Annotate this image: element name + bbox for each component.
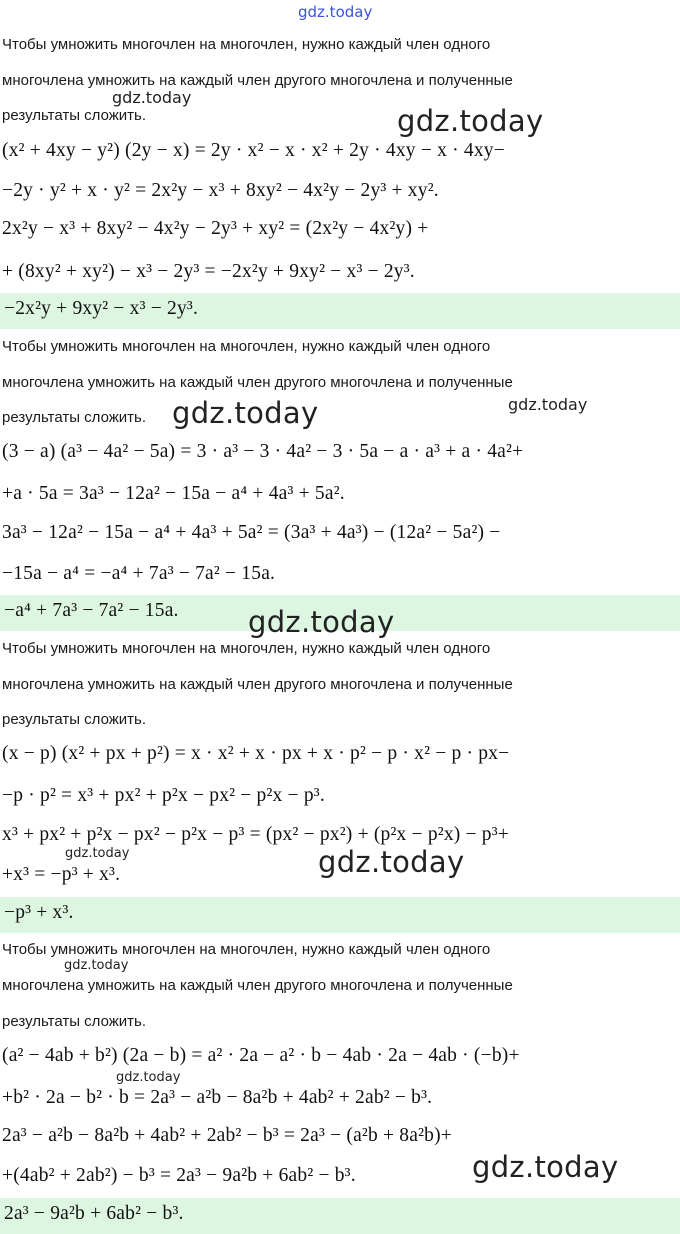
task-1-step-4: + (8xy² + xy²) − x³ − 2y³ = −2x²y + 9xy² − x³ − 2y³. bbox=[2, 261, 415, 282]
rule-line-2: многочлена умножить на каждый член другого многочлена и полученные bbox=[2, 977, 513, 994]
watermark: gdz.today bbox=[172, 396, 319, 430]
watermark: gdz.today bbox=[64, 958, 129, 973]
task-4-step-2: +b² · 2a − b² · b = 2a³ − a²b − 8a²b + 4ab² + 2ab² − b³. bbox=[2, 1087, 433, 1108]
task-4-answer-box bbox=[0, 1198, 680, 1234]
task-4-step-1: (a² − 4ab + b²) (2a − b) = a² · 2a − a² · b − 4ab · 2a − 4ab · (−b)+ bbox=[2, 1045, 520, 1066]
rule-line-2: многочлена умножить на каждый член другого многочлена и полученные bbox=[2, 72, 513, 89]
task-3-answer-box bbox=[0, 897, 680, 933]
watermark: gdz.today bbox=[65, 846, 130, 861]
watermark: gdz.today bbox=[508, 395, 588, 414]
task-3-step-1: (x − p) (x² + px + p²) = x · x² + x · px + x · p² − p · x² − p · px− bbox=[2, 743, 510, 764]
task-4-answer: 2a³ − 9a²b + 6ab² − b³. bbox=[4, 1203, 184, 1224]
task-4-step-4: +(4ab² + 2ab²) − b³ = 2a³ − 9a²b + 6ab² − b³. bbox=[2, 1165, 356, 1186]
watermark: gdz.today bbox=[397, 104, 544, 138]
task-2-step-4: −15a − a⁴ = −a⁴ + 7a³ − 7a² − 15a. bbox=[2, 563, 276, 584]
watermark: gdz.today bbox=[112, 88, 192, 107]
rule-line-3: результаты сложить. bbox=[2, 1013, 147, 1030]
rule-line-1: Чтобы умножить многочлен на многочлен, нужно каждый член одного bbox=[2, 338, 491, 355]
watermark-top: gdz.today bbox=[298, 3, 373, 21]
task-2-step-3: 3a³ − 12a² − 15a − a⁴ + 4a³ + 5a² = (3a³ + 4a³) − (12a² − 5a²) − bbox=[2, 522, 501, 543]
watermark: gdz.today bbox=[318, 845, 465, 879]
task-3-answer: −p³ + x³. bbox=[4, 902, 74, 923]
task-4-step-3: 2a³ − a²b − 8a²b + 4ab² + 2ab² − b³ = 2a³ − (a²b + 8a²b)+ bbox=[2, 1125, 452, 1146]
watermark: gdz.today bbox=[116, 1070, 181, 1085]
task-1-step-1: (x² + 4xy − y²) (2y − x) = 2y · x² − x · x² + 2y · 4xy − x · 4xy− bbox=[2, 140, 505, 161]
task-3-step-2: −p · p² = x³ + px² + p²x − px² − p²x − p³. bbox=[2, 785, 325, 806]
task-2-step-2: +a · 5a = 3a³ − 12a² − 15a − a⁴ + 4a³ + 5a². bbox=[2, 483, 345, 504]
task-2-step-1: (3 − a) (a³ − 4a² − 5a) = 3 · a³ − 3 · 4a² − 3 · 5a − a · a³ + a · 4a²+ bbox=[2, 441, 524, 462]
rule-line-1: Чтобы умножить многочлен на многочлен, нужно каждый член одного bbox=[2, 36, 491, 53]
task-2-answer: −a⁴ + 7a³ − 7a² − 15a. bbox=[4, 600, 179, 621]
task-1-step-3: 2x²y − x³ + 8xy² − 4x²y − 2y³ + xy² = (2x²y − 4x²y) + bbox=[2, 218, 429, 239]
task-1-answer: −2x²y + 9xy² − x³ − 2y³. bbox=[4, 298, 199, 319]
task-3-step-4: +x³ = −p³ + x³. bbox=[2, 864, 121, 885]
rule-line-3: результаты сложить. bbox=[2, 107, 147, 124]
rule-line-1: Чтобы умножить многочлен на многочлен, нужно каждый член одного bbox=[2, 941, 491, 958]
rule-line-3: результаты сложить. bbox=[2, 711, 147, 728]
task-1-answer-box bbox=[0, 293, 680, 329]
rule-line-2: многочлена умножить на каждый член другого многочлена и полученные bbox=[2, 676, 513, 693]
rule-line-1: Чтобы умножить многочлен на многочлен, нужно каждый член одного bbox=[2, 640, 491, 657]
task-3-step-3: x³ + px² + p²x − px² − p²x − p³ = (px² − px²) + (p²x − p²x) − p³+ bbox=[2, 824, 510, 845]
rule-line-3: результаты сложить. bbox=[2, 409, 147, 426]
watermark: gdz.today bbox=[472, 1150, 619, 1184]
rule-line-2: многочлена умножить на каждый член другого многочлена и полученные bbox=[2, 374, 513, 391]
task-1-step-2: −2y · y² + x · y² = 2x²y − x³ + 8xy² − 4x²y − 2y³ + xy². bbox=[2, 180, 439, 201]
watermark: gdz.today bbox=[248, 605, 395, 639]
